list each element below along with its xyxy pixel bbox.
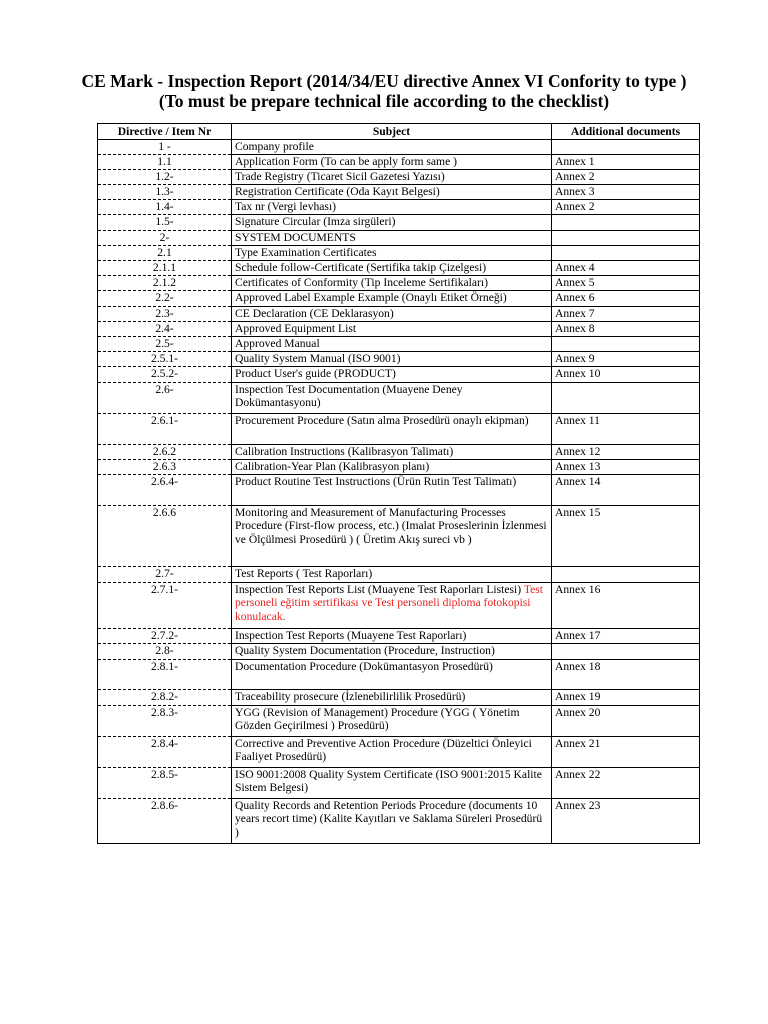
table-row [98,246,700,261]
subject-text: Calibration Instructions (Kalibrasyon Talimatı) [235,445,454,458]
table-row [98,799,700,844]
subject-text: CE Declaration (CE Deklarasyon) [235,307,394,320]
subject-cell [232,276,552,291]
subject-text: Approved Equipment List [235,322,357,335]
item-number: 2.6.3 [98,460,232,475]
subject-cell [232,291,552,307]
subject-text: Test Reports ( Test Raporları) [235,567,373,580]
header-directive: Directive / Item Nr [98,124,232,140]
subject-cell [232,414,552,445]
item-number: 2.3- [98,307,232,322]
annex-cell [552,140,700,155]
table-row [98,170,700,185]
annex-cell: Annex 3 [552,185,700,200]
table-row [98,583,700,629]
item-number: 2.8.2- [98,690,232,706]
item-number: 2.4- [98,322,232,337]
table-row [98,383,700,414]
subject-cell [232,629,552,644]
subject-cell [232,799,552,844]
annex-cell: Annex 14 [552,475,700,506]
subject-cell [232,200,552,215]
table-row [98,737,700,768]
item-number: 1.3- [98,185,232,200]
subject-text: Inspection Test Reports (Muayene Test Raporları) [235,629,467,642]
subject-text: SYSTEM DOCUMENTS [235,231,356,244]
subject-text: Inspection Test Documentation (Muayene Deney Dokümantasyonu) [235,383,463,410]
subject-cell [232,737,552,768]
report-subtitle: (To must be prepare technical file according to the checklist) [158,91,610,111]
item-number: 2.7.2- [98,629,232,644]
item-number: 2.5.1- [98,352,232,367]
subject-text: Tax nr (Vergi levhası) [235,200,337,213]
annex-cell: Annex 15 [552,506,700,567]
table-row [98,322,700,337]
annex-cell: Annex 19 [552,690,700,706]
subject-cell [232,460,552,475]
subject-cell [232,506,552,567]
table-row [98,200,700,215]
table-row [98,567,700,583]
table-row [98,337,700,352]
subject-cell [232,215,552,231]
item-number: 2.8.4- [98,737,232,768]
item-number: 1 - [98,140,232,155]
table-row [98,352,700,367]
subject-text: Procurement Procedure (Satın alma Prosedürü onaylı ekipman) [235,414,529,427]
subject-text: Inspection Test Reports List (Muayene Test Raporları Listesi) [235,583,522,596]
table-row [98,629,700,644]
annex-cell: Annex 2 [552,200,700,215]
annex-cell: Annex 21 [552,737,700,768]
subject-text: Traceability prosecure (İzlenebilirlilik Prosedürü) [235,690,466,703]
header-subject: Subject [232,124,552,140]
subject-text: Schedule follow-Certificate (Sertifika takip Çizelgesi) [235,261,487,274]
subject-text: Company profile [235,140,314,153]
subject-cell [232,140,552,155]
annex-cell: Annex 18 [552,660,700,690]
item-number: 2.6.1- [98,414,232,445]
subject-cell [232,231,552,246]
annex-cell [552,383,700,414]
table-row [98,644,700,660]
subject-cell [232,352,552,367]
table-row [98,690,700,706]
annex-cell: Annex 17 [552,629,700,644]
report-title: CE Mark - Inspection Report (2014/34/EU directive Annex VI Confority to type ) [81,71,687,91]
subject-cell [232,307,552,322]
item-number: 2.8.5- [98,768,232,799]
annex-cell: Annex 16 [552,583,700,629]
annex-cell [552,215,700,231]
subject-cell [232,367,552,383]
subject-cell [232,768,552,799]
subject-text: Type Examination Certificates [235,246,377,259]
item-number: 1.2- [98,170,232,185]
table-row [98,706,700,737]
item-number: 2.8- [98,644,232,660]
item-number: 2.1.2 [98,276,232,291]
note-red-text: Test personeli eğitim sertifikası ve Test personeli diploma fotokopisi konulacak. [235,583,543,623]
annex-cell [552,246,700,261]
item-number: 2.6.2 [98,445,232,460]
table-row [98,261,700,276]
subject-text: Registration Certificate (Oda Kayıt Belgesi) [235,185,440,198]
item-number: 2.7- [98,567,232,583]
subject-cell [232,475,552,506]
subject-text: Quality Records and Retention Periods Procedure (documents 10 years recort time) (Kalite Kayıtları ve Saklama Süreleri Prosedürü ) [235,799,543,839]
item-number: 1.1 [98,155,232,170]
subject-cell [232,155,552,170]
subject-cell [232,383,552,414]
table-row [98,155,700,170]
annex-cell: Annex 13 [552,460,700,475]
annex-cell [552,644,700,660]
table-row [98,414,700,445]
table-row [98,367,700,383]
annex-cell: Annex 22 [552,768,700,799]
subject-text: Approved Label Example Example (Onaylı Etiket Örneği) [235,291,507,304]
annex-cell: Annex 9 [552,352,700,367]
table-row [98,231,700,246]
subject-cell [232,322,552,337]
table-header-row [98,124,700,140]
annex-cell [552,567,700,583]
table-row [98,215,700,231]
subject-text: Corrective and Preventive Action Procedure (Düzeltici Önleyici Faaliyet Prosedürü) [235,737,532,764]
subject-text: Product Routine Test Instructions (Ürün Rutin Test Talimatı) [235,475,517,488]
table-row [98,475,700,506]
subject-cell [232,185,552,200]
item-number: 1.5- [98,215,232,231]
table-row [98,506,700,567]
subject-text: Trade Registry (Ticaret Sicil Gazetesi Yazısı) [235,170,445,183]
item-number: 2- [98,231,232,246]
subject-cell [232,445,552,460]
annex-cell: Annex 4 [552,261,700,276]
subject-cell [232,706,552,737]
annex-cell: Annex 8 [552,322,700,337]
subject-text: Documentation Procedure (Dokümantasyon Prosedürü) [235,660,493,673]
annex-cell: Annex 10 [552,367,700,383]
subject-cell [232,660,552,690]
table-row [98,307,700,322]
annex-cell [552,337,700,352]
table-row [98,276,700,291]
annex-cell: Annex 6 [552,291,700,307]
subject-text: YGG (Revision of Management) Procedure (YGG ( Yönetim Gözden Geçirilmesi ) Prosedürü) [235,706,520,733]
subject-text: Quality System Documentation (Procedure, Instruction) [235,644,495,657]
checklist-table [97,123,700,844]
annex-cell: Annex 2 [552,170,700,185]
table-row [98,291,700,307]
annex-cell: Annex 20 [552,706,700,737]
annex-cell: Annex 11 [552,414,700,445]
item-number: 2.2- [98,291,232,307]
table-row [98,140,700,155]
item-number: 2.6- [98,383,232,414]
annex-cell: Annex 23 [552,799,700,844]
subject-text: Application Form (To can be apply form same ) [235,155,457,168]
annex-cell [552,231,700,246]
annex-cell: Annex 5 [552,276,700,291]
subject-cell [232,583,552,629]
subject-cell [232,170,552,185]
table-row [98,768,700,799]
annex-cell: Annex 12 [552,445,700,460]
subject-text: ISO 9001:2008 Quality System Certificate (ISO 9001:2015 Kalite Sistem Belgesi) [235,768,542,795]
item-number: 2.8.3- [98,706,232,737]
subject-cell [232,337,552,352]
subject-text: Signature Circular (Imza sirgüleri) [235,215,396,228]
item-number: 2.6.4- [98,475,232,506]
subject-text: Calibration-Year Plan (Kalibrasyon planı) [235,460,430,473]
annex-cell: Annex 1 [552,155,700,170]
item-number: 1.4- [98,200,232,215]
table-row [98,185,700,200]
header-additional-documents: Additional documents [552,124,700,140]
subject-cell [232,644,552,660]
subject-text: Quality System Manual (ISO 9001) [235,352,401,365]
annex-cell: Annex 7 [552,307,700,322]
item-number: 2.8.6- [98,799,232,844]
item-number: 2.1 [98,246,232,261]
item-number: 2.5.2- [98,367,232,383]
subject-text: Approved Manual [235,337,320,350]
table-row [98,445,700,460]
subject-cell [232,261,552,276]
item-number: 2.6.6 [98,506,232,567]
item-number: 2.8.1- [98,660,232,690]
subject-text: Monitoring and Measurement of Manufacturing Processes Procedure (First-flow process, etc.) (Imalat Proseslerinin İzlenmesi ve Ölçülmesi Prosedürü ) ( Üretim Akış sureci vb ) [235,506,547,546]
subject-text: Product User's guide (PRODUCT) [235,367,396,380]
item-number: 2.5- [98,337,232,352]
item-number: 2.7.1- [98,583,232,629]
item-number: 2.1.1 [98,261,232,276]
subject-text: Certificates of Conformity (Tip Inceleme Sertifikaları) [235,276,488,289]
subject-cell [232,690,552,706]
table-row [98,460,700,475]
table-row [98,660,700,690]
subject-cell [232,567,552,583]
subject-cell [232,246,552,261]
